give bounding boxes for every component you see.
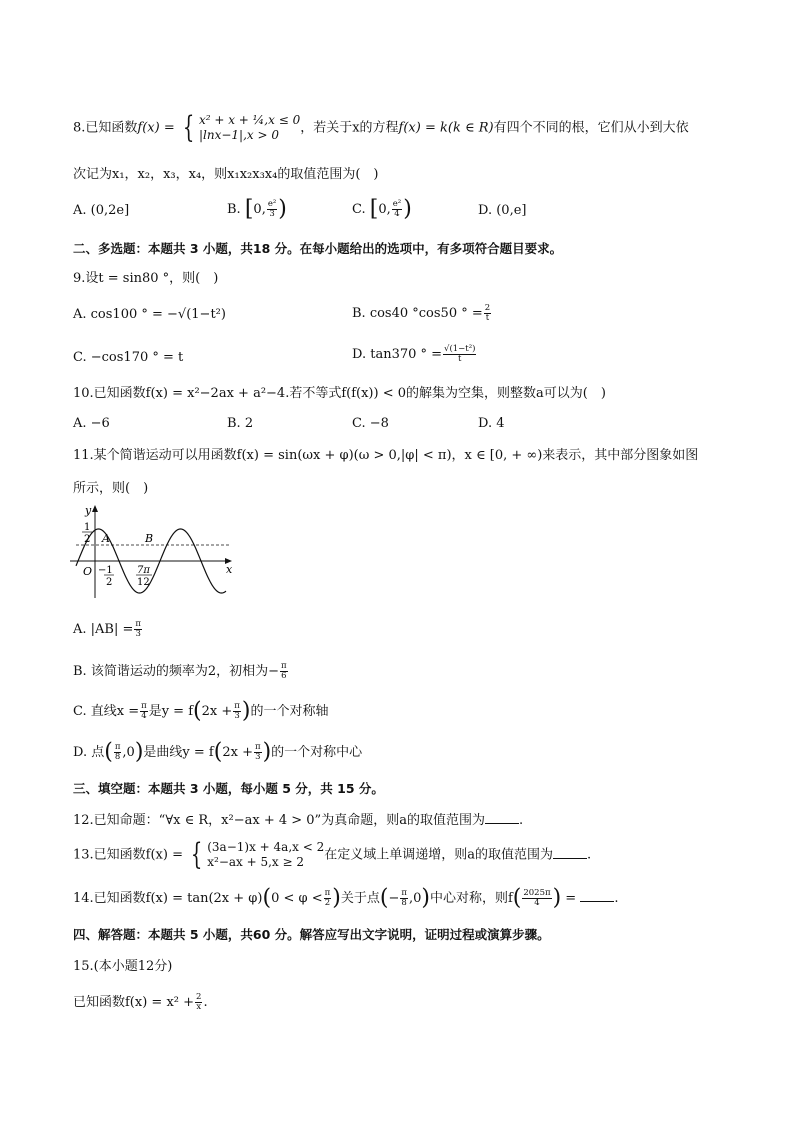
- q14-pt-tail: ,0: [408, 891, 422, 906]
- q14-eq: =: [565, 891, 577, 906]
- q11-stem: 11.某个简谐运动可以用函数f(x) = sin(ωx + φ)(ω > 0,|φ| < π)，x ∈ [0, + ∞)来表示，其中部分图象如图: [73, 448, 699, 463]
- q11-option-d-pt-num: π: [114, 742, 121, 752]
- q11-option-c-arg-den: 3: [234, 711, 240, 721]
- q15-body-num: 2: [196, 992, 202, 1002]
- q14-pt-num: π: [401, 888, 407, 898]
- q12-answer-blank[interactable]: [485, 811, 519, 824]
- q14-cond-pre: 0 < φ <: [271, 891, 323, 906]
- q10-option-d: D. 4: [478, 416, 505, 431]
- q15-body-tail: .: [203, 995, 208, 1010]
- q9-option-b: [352, 304, 492, 323]
- q8-case1: x² + x + ¼,x ≤ 0: [198, 113, 301, 127]
- q14-line: 14.已知函数f(x) = tan(2x + φ)(0 < φ < $\frac{\pi}{2}$ )关于点(− $\frac{\pi}{8}$ ,0)中心对称，则f( $\frac{2025\pi}{4}$ ) = .: [73, 885, 619, 911]
- q11-option-c: C. 直线x = $\frac{\pi}{4}$ 是y = f(2x + $\frac{\pi}{3}$ )的一个对称轴: [73, 698, 329, 724]
- q9-option-d-pre: D. tan370 ° =: [352, 347, 443, 362]
- q11-option-c-den: 4: [141, 711, 147, 721]
- q11-stem2: 所示，则( ): [73, 481, 149, 496]
- q9-option-c: C. −cos170 ° = t: [73, 350, 184, 365]
- y-axis-arrow-icon: [92, 505, 98, 512]
- q11-option-a-den: 3: [135, 629, 141, 639]
- q14-mid2: 中心对称，则f: [429, 891, 513, 906]
- q8-mid: ，若关于x的方程: [300, 120, 399, 136]
- graph-x-label: x: [226, 563, 233, 576]
- q11-option-b-den: 6: [281, 671, 287, 681]
- q11-option-c-mid: 是y = f: [148, 704, 194, 719]
- q8-option-c-num: e²: [392, 199, 402, 209]
- left-brace-icon: {: [190, 837, 203, 872]
- q10-option-a: A. −6: [73, 416, 110, 431]
- q11-option-d-pt-tail: ,0: [122, 745, 135, 760]
- q11-option-a-pre: A. |AB| =: [73, 622, 134, 637]
- q8-option-b: B. [0, $\frac{\text{e²}}{3}$ ): [227, 196, 287, 222]
- q9-option-a: A. cos100 ° = −√(1−t²): [73, 307, 226, 322]
- q11-option-d-mid: 是曲线y = f: [143, 745, 214, 760]
- q11-option-d-tail: 的一个对称中心: [271, 745, 363, 760]
- q9-stem: 9.设t = sin80 °，则( ): [73, 271, 219, 286]
- q15-body: [73, 993, 208, 1012]
- q13-line: 13.已知函数f(x) = { (3a−1)x + 4a,x < 2 x²−ax + 5,x ≥ 2 在定义域上单调递增，则a的取值范围为 .: [73, 837, 592, 872]
- q11-option-c-arg-num: π: [234, 701, 240, 711]
- q11-option-d-arg-num: π: [254, 742, 261, 752]
- q8-eq: f(x) = k(k ∈ R): [398, 120, 494, 136]
- q8-lead: 8.已知函数: [73, 120, 138, 136]
- q8-option-b-den: 3: [269, 209, 275, 219]
- graph-seven-pi-num: 7π: [137, 565, 150, 576]
- q13-case2: x²−ax + 5,x ≥ 2: [207, 855, 305, 869]
- q8-line2: 次记为x₁，x₂，x₃，x₄，则x₁x₂x₃x₄的取值范围为( ): [73, 167, 379, 182]
- graph-point-b-label: B: [145, 532, 154, 545]
- q8-option-c: C. [0, $\frac{\text{e²}}{4}$ ): [352, 196, 412, 222]
- q14-cond-den: 2: [324, 898, 331, 908]
- graph-half-den: 2: [84, 534, 91, 545]
- q12-stem: 12.已知命题：“∀x ∈ R，x²−ax + 4 > 0”为真命题，则a的取值范围为: [73, 813, 485, 828]
- graph-point-a-label: A: [102, 532, 110, 545]
- q8-fx: f(x) =: [137, 120, 175, 136]
- q8-option-b-label: B.: [227, 202, 241, 217]
- graph-neg-half-den: 2: [106, 577, 113, 588]
- q9-option-d-den: t: [458, 354, 462, 364]
- q11-sine-graph: [66, 500, 236, 600]
- q8-option-b-num: e²: [267, 199, 277, 209]
- q8-option-c-den: 4: [394, 209, 400, 219]
- graph-half-num: 1: [84, 522, 91, 533]
- q14-mid: 关于点: [340, 891, 380, 906]
- section-4-heading: 四、解答题：本题共 5 小题，共60 分。解答应写出文字说明，证明过程或演算步骤。: [73, 927, 550, 942]
- q9-option-b-pre: B. cos40 °cos50 ° =: [352, 306, 483, 321]
- q13-lead: 13.已知函数f(x) =: [73, 847, 183, 863]
- q13-case1: (3a−1)x + 4a,x < 2: [207, 840, 325, 854]
- q8-option-d: D. (0,e]: [478, 203, 527, 218]
- section-3-heading: 三、填空题：本题共 3 小题，每小题 5 分，共 15 分。: [73, 781, 384, 796]
- q13-cases: [187, 837, 325, 872]
- q14-answer-blank[interactable]: [580, 889, 614, 902]
- q12-line: 12.已知命题：“∀x ∈ R，x²−ax + 4 > 0”为真命题，则a的取值范围为 .: [73, 813, 524, 828]
- graph-origin-label: O: [83, 565, 93, 578]
- q14-lead: 14.已知函数f(x) = tan(2x + φ): [73, 891, 263, 906]
- q11-option-a: [73, 620, 143, 639]
- graph-y-label: y: [85, 504, 92, 517]
- q8-line1: [73, 110, 689, 145]
- q13-tail: 在定义域上单调递增，则a的取值范围为: [324, 847, 553, 863]
- q13-answer-blank[interactable]: [553, 846, 587, 859]
- q14-arg-den: 4: [534, 898, 540, 908]
- q8-cases: [179, 110, 301, 145]
- q15-heading: 15.(本小题12分): [73, 959, 173, 974]
- graph-seven-pi-den: 12: [137, 577, 150, 588]
- q11-option-b-pre: B. 该简谐运动的频率为2，初相为−: [73, 664, 279, 679]
- q11-option-a-num: π: [135, 619, 141, 629]
- q14-pt-den: 8: [401, 898, 407, 908]
- q8-case2: |lnx−1|,x > 0: [198, 128, 279, 142]
- q11-option-d-arg: 2x +: [222, 745, 253, 760]
- q14-cond-num: π: [324, 888, 331, 898]
- q14-arg-num: 2025π: [523, 888, 551, 898]
- q8-tail: 有四个不同的根，它们从小到大依: [493, 120, 689, 136]
- q10-option-b: B. 2: [227, 416, 254, 431]
- q9-option-d-num: √(1−t²): [444, 344, 476, 354]
- q15-body-den: x: [196, 1002, 202, 1012]
- q15-body-pre: 已知函数f(x) = x² +: [73, 995, 195, 1010]
- q9-option-d: [352, 345, 477, 364]
- q11-option-c-arg: 2x +: [201, 704, 233, 719]
- q10-stem: 10.已知函数f(x) = x²−2ax + a²−4.若不等式f(f(x)) < 0的解集为空集，则整数a可以为( ): [73, 386, 606, 401]
- q11-option-c-pre: C. 直线x =: [73, 704, 140, 719]
- q8-option-c-label: C.: [352, 202, 366, 217]
- graph-neg-half-num: −1: [98, 565, 113, 576]
- q11-option-d: D. 点( $\frac{\pi}{8}$ ,0)是曲线y = f(2x + $\frac{\pi}{3}$ )的一个对称中心: [73, 739, 363, 765]
- section-2-heading: 二、多选题：本题共 3 小题，共18 分。在每小题给出的选项中，有多项符合题目要求。: [73, 241, 563, 256]
- q8-option-a: A. (0,2e]: [73, 203, 130, 218]
- q11-option-d-pre: D. 点: [73, 745, 105, 760]
- q11-option-b: [73, 662, 289, 681]
- q9-option-b-den: t: [485, 313, 490, 323]
- q11-option-c-num: π: [141, 701, 147, 711]
- q11-option-d-pt-den: 8: [114, 752, 121, 762]
- q11-option-b-num: π: [280, 661, 287, 671]
- q11-option-d-arg-den: 3: [255, 752, 261, 762]
- q14-pt-pre: −: [388, 891, 400, 906]
- q11-option-c-tail: 的一个对称轴: [250, 704, 329, 719]
- q10-option-c: C. −8: [352, 416, 389, 431]
- left-brace-icon: {: [182, 110, 195, 145]
- q9-option-b-num: 2: [484, 303, 491, 313]
